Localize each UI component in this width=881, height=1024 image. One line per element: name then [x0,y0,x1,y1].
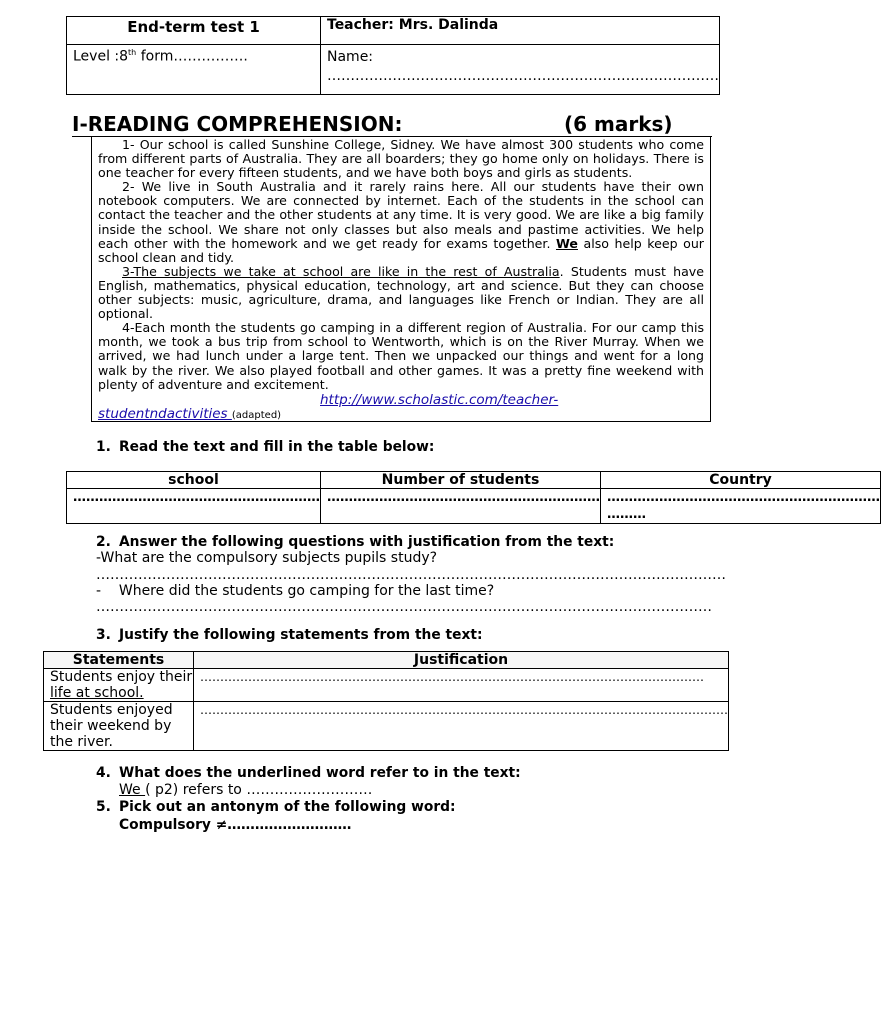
passage-paragraph-2: 2- We live in South Australia and it rarely rains here. All our students have their own notebook computers. We are connected by internet. Each of the students in the school can contact the teacher and the other students at any time. It is very good. We are like a big family inside the school. We share not only classes but also meals and pastime activities. We help each other with the homework and we get ready for exams together. We also help keep our school clean and tidy. [98,179,704,265]
section-heading: I-READING COMPREHENSION: [72,112,403,136]
passage-paragraph-1: 1- Our school is called Sunshine College, Sidney. We have almost 300 students who come from different parts of Australia. They are all boarders; they go home only on holidays. There is one teacher for every fifteen students, and we have both boys and girls as students. [98,137,704,181]
col-justification: Justification [194,652,729,669]
answer-line-2a[interactable]: ……………………………………………………………………………………………………………………… [96,567,726,583]
question-4: 4. What does the underlined word refer to in the text: [96,765,521,781]
question-2: 2. Answer the following questions with justification from the text: [96,534,615,550]
cell-school-answer[interactable]: ………………………………………………… [67,489,321,524]
cell-country-answer[interactable]: ……………………………………………………… ……… [601,489,881,524]
section-title [72,112,712,137]
passage-source [98,393,704,423]
justify-table [43,651,729,751]
justification-2[interactable]: …………………………………………………………………………………………………………………… [194,702,729,751]
col-school: school [67,472,321,489]
question-1: 1. Read the text and fill in the table below: [96,439,435,455]
source-link[interactable]: http://www.scholastic.com/teacher- [320,391,559,408]
question-5-line[interactable]: Compulsory ≠……………………… [119,817,352,833]
cell-students-answer[interactable]: ……………………………………………………… [321,489,601,524]
name-field: Name: ………………………………………………………………………… [321,45,720,95]
answer-line-2b[interactable]: …………………………………………………………………………………………………………………… [96,599,712,615]
question-5: 5. Pick out an antonym of the following word: [96,799,456,815]
justification-1[interactable]: ……………………………………………………………………………………………………………… [194,669,729,702]
test-title: End-term test 1 [67,17,321,45]
adapted-note: (adapted) [231,409,282,421]
section-marks: (6 marks) [564,112,673,136]
question-4-line[interactable]: We ( p2) refers to ……………………… [119,782,373,798]
col-number-of-students: Number of students [321,472,601,489]
col-country: Country [601,472,881,489]
passage-paragraph-3: 3-The subjects we take at school are like in the rest of Australia. Students must have English, mathematics, physical education, technology, art and science. But they can choose other subjects: music, agriculture, drama, and languages like French or Indian. They are all optional. [98,263,704,322]
statement-1: Students enjoy their life at school. [44,669,194,702]
underlined-word: We [555,235,578,251]
fill-table [66,471,881,524]
teacher-name: Teacher: Mrs. Dalinda [321,17,720,45]
question-2b: - Where did the students go camping for the last time? [96,583,495,599]
statement-2: Students enjoyed their weekend by the river. [44,702,194,751]
level-field: Level :8th form……………. [67,45,321,95]
col-statements: Statements [44,652,194,669]
reading-passage [91,136,711,422]
passage-paragraph-4: 4-Each month the students go camping in a different region of Australia. For our camp this month, we took a bus trip from school to Wentworth, which is on the River Murray. When we arrived, we had lunch under a large tent. Then we unpacked our things and went for a long walk by the river. We also played football and other games. It was a pretty fine weekend with plenty of adventure and excitement. [98,320,704,392]
question-2a: -What are the compulsory subjects pupils study? [96,550,438,566]
question-3: 3. Justify the following statements from the text: [96,627,483,643]
header-table [66,16,720,95]
source-link-continued[interactable]: studentndactivities [98,405,232,422]
